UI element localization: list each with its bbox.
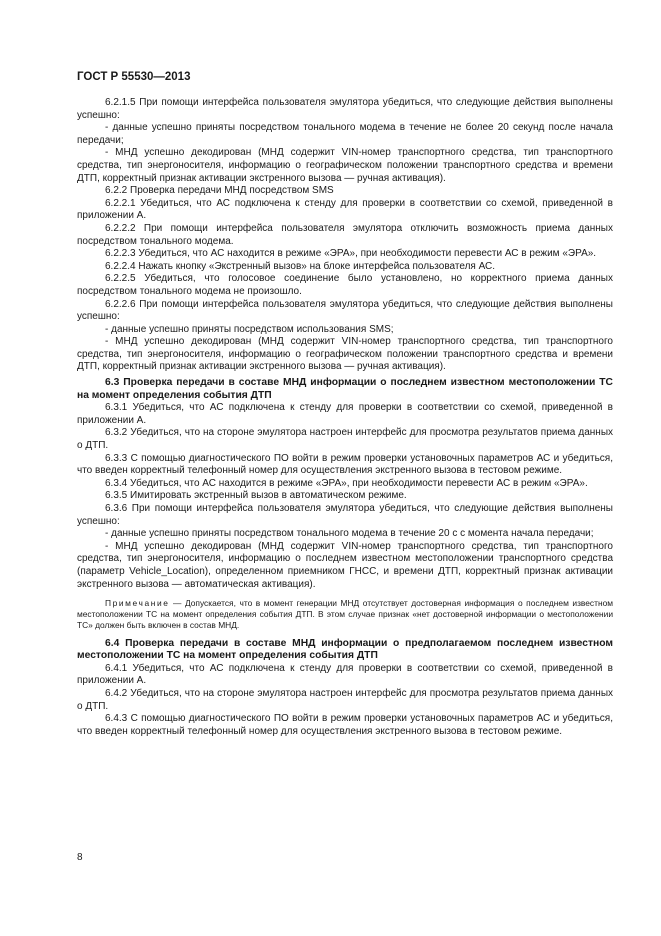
paragraph: 6.2.2.4 Нажать кнопку «Экстренный вызов» на блоке интерфейса пользователя АС. — [105, 260, 496, 272]
subsection-title: 6.2.2 Проверка передачи МНД посредством SMS — [105, 185, 334, 197]
paragraph: 6.2.2.5 Убедиться, что голосовое соединение было установлено, но корректного приема данных посредством тонального модема не произошло. — [77, 273, 613, 297]
paragraph: 6.2.2.3 Убедиться, что АС находится в режиме «ЭРА», при необходимости перевести АС в режим «ЭРА». — [105, 248, 597, 260]
paragraph: 6.2.1.5 При помощи интерфейса пользователя эмулятора убедиться, что следующие действия выполнены успешно: — [77, 97, 613, 121]
paragraph: 6.3.1 Убедиться, что АС подключена к стенду для проверки в соответствии со схемой, приведенной в приложении А. — [77, 402, 613, 426]
note-text: — Допускается, что в момент генерации МНД отсутствует достоверная информация о последнем известном местоположении ТС на момент определения события ДТП. В этом случае признак «нет достоверной информации о местоположении ТС» должен быть включен в состав МНД. — [77, 598, 613, 630]
document-header: ГОСТ Р 55530—2013 — [77, 71, 191, 83]
paragraph: 6.3.5 Имитировать экстренный вызов в автоматическом режиме. — [105, 490, 407, 502]
paragraph: 6.2.2.6 При помощи интерфейса пользователя эмулятора убедиться, что следующие действия выполнены успешно: — [77, 298, 613, 323]
page-number: 8 — [77, 852, 83, 863]
paragraph: 6.4.1 Убедиться, что АС подключена к стенду для проверки в соответствии со схемой, приведенной в приложении А. — [77, 662, 613, 687]
list-item: - данные успешно приняты посредством тонального модема в течение не более 20 секунд после начала передачи; — [77, 122, 613, 146]
paragraph: 6.4.2 Убедиться, что на стороне эмулятора настроен интерфейс для просмотра результатов приема данных о ДТП. — [77, 687, 613, 712]
paragraph: 6.4.3 С помощью диагностического ПО войти в режим проверки установочных параметров АС и убедиться, что введен корректный телефонный номер для осуществления экстренного вызова в тестовом режиме. — [77, 713, 613, 737]
paragraph: 6.2.2.2 При помощи интерфейса пользователя эмулятора отключить возможность приема данных посредством тонального модема. — [77, 222, 613, 247]
list-item: - МНД успешно декодирован (МНД содержит VIN-номер транспортного средства, тип транспортного средства, тип энергоносителя, информацию о географическом положении транспортного средства и времени ДТП, корректный признак активации экстренного вызова — ручная активация). — [77, 147, 613, 184]
paragraph: 6.3.2 Убедиться, что на стороне эмулятора настроен интерфейс для просмотра результатов приема данных о ДТП. — [77, 427, 613, 452]
paragraph: 6.2.2.1 Убедиться, что АС подключена к стенду для проверки в соответствии со схемой, приведенной в приложении А. — [77, 197, 613, 222]
note — [77, 598, 613, 630]
note-label: Примечание — [105, 598, 170, 609]
paragraph: 6.3.3 С помощью диагностического ПО войти в режим проверки установочных параметров АС и убедиться, что введен корректный телефонный номер для осуществления экстренного вызова в тестовом режиме. — [77, 452, 613, 477]
section-heading: 6.3 Проверка передачи в составе МНД информации о последнем известном местоположении ТС на момент определения события ДТП — [77, 377, 613, 401]
document-body — [77, 97, 613, 738]
list-item: - данные успешно приняты посредством использования SMS; — [105, 323, 394, 335]
paragraph: 6.3.6 При помощи интерфейса пользователя эмулятора убедиться, что следующие действия выполнены успешно: — [77, 503, 613, 527]
section-heading: 6.4 Проверка передачи в составе МНД информации о предполагаемом последнем известном местоположении ТС на момент определения события ДТП — [77, 637, 613, 662]
list-item: - данные успешно приняты посредством тонального модема в течение 20 с с момента начала передачи; — [105, 528, 594, 540]
list-item: - МНД успешно декодирован (МНД содержит VIN-номер транспортного средства, тип транспортного средства, тип энергоносителя, информацию о географическом положении транспортного средства и времени ДТП, корректный признак активации экстренного вызова — ручная активация). — [77, 336, 613, 373]
paragraph: 6.3.4 Убедиться, что АС находится в режиме «ЭРА», при необходимости перевести АС в режим «ЭРА». — [105, 477, 588, 489]
list-item: - МНД успешно декодирован (МНД содержит VIN-номер транспортного средства, тип транспортного средства, тип энергоносителя, информацию о последнем известном местоположении транспортного средства (параметр Vehicle_Location), определенном приемником ГНСС, и времени ДТП, корректный признак активации экстренного вызова — автоматическая активация). — [77, 540, 613, 590]
